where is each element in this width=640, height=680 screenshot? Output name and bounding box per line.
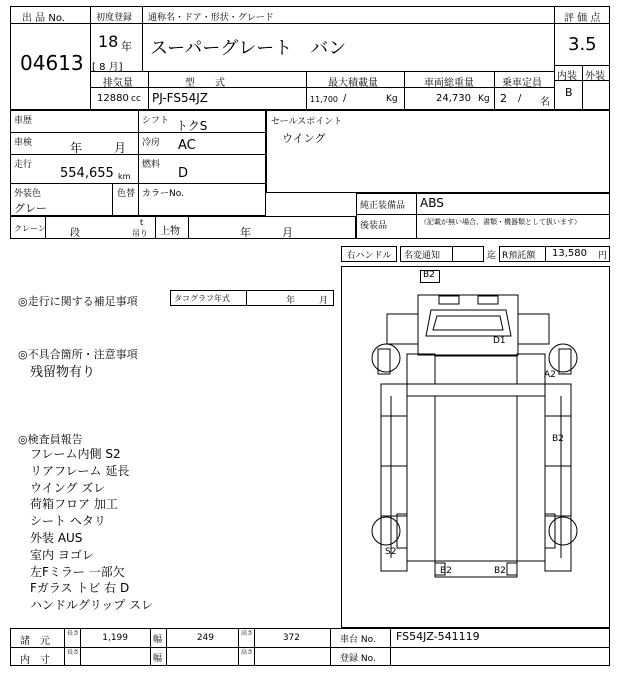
tachograph-year: 年 (286, 296, 296, 306)
defects-value: 残留物有り (30, 365, 96, 380)
length-value: 1,199 (102, 633, 128, 643)
capacity-unit: 名 (540, 97, 550, 108)
truck-diagram (341, 266, 610, 628)
payload-slash: / (343, 93, 347, 104)
inspection-month: 月 (114, 141, 127, 155)
vehicle-name-label: 通称名・ドア・形状・グレード (148, 13, 274, 23)
inspector-report-item: シート ヘタリ (30, 514, 106, 529)
aftermarket-note: （記載が無い場合、書類・機器類として扱います） (420, 218, 581, 226)
diagram-mark-d1: D1 (493, 336, 506, 346)
inspector-report-item: 左Fミラー 一部欠 (30, 564, 125, 579)
recycle-value: 13,580 (552, 248, 587, 259)
gross-weight-unit: Kg (478, 94, 490, 104)
payload-unit: Kg (386, 94, 398, 104)
vehicle-name: スーパーグレート バン (150, 38, 347, 59)
inner-dimensions-label: 内 寸 (20, 655, 50, 666)
recycle-unit: 円 (598, 251, 608, 261)
capacity-label: 乗車定員 (502, 78, 542, 89)
inspector-report-item: 外装 AUS (30, 530, 83, 545)
registration-year-unit: 年 (121, 40, 132, 53)
top-body-month: 月 (282, 226, 293, 239)
defects-label: ◎不具合箇所・注意事項 (18, 348, 138, 361)
displacement-value: 12880 (97, 93, 129, 104)
displacement-unit: cc (131, 94, 141, 104)
crane-row (10, 216, 356, 239)
diagram-mark-s2: S2 (385, 547, 397, 557)
crane-ton: t (140, 218, 144, 227)
exterior-grade-label: 外装 (585, 71, 605, 82)
registration-year: 18 (98, 32, 119, 51)
inspector-report-item: フレーム内側 S2 (30, 447, 121, 461)
model-code: PJ-FS54JZ (152, 91, 209, 105)
inspector-report-item: Fガラス トビ 右 D (30, 581, 130, 596)
diagram-mark-b2-side: B2 (552, 434, 564, 444)
inspection-label: 車検 (14, 138, 33, 148)
crane-hoist-label: 吊り (132, 229, 148, 238)
inner-width-label: 幅 (153, 654, 163, 664)
chassis-label: 車台 No. (340, 635, 376, 645)
diagram-mark-b2-top: B2 (423, 270, 435, 280)
height-label: 高さ (241, 630, 254, 637)
capacity-value: 2 (500, 92, 507, 105)
recycle-label: R預託額 (502, 251, 536, 261)
inner-height-label: 高さ (241, 649, 254, 656)
mileage-unit: km (118, 172, 131, 181)
ac-value: AC (178, 138, 196, 153)
top-body-label: 上物 (160, 226, 180, 237)
width-value: 249 (196, 633, 214, 643)
inspector-report-item: ウイング ズレ (30, 480, 106, 495)
shift-value: トクS (176, 119, 208, 133)
transfer-label: 名変通知 (404, 251, 441, 261)
color-change-label: 色替 (117, 189, 136, 199)
top-body-year: 年 (240, 226, 251, 239)
length-label: 長さ (67, 630, 80, 637)
sales-points-label: セールスポイント (271, 117, 343, 127)
sales-points-value: ウイング (282, 132, 326, 145)
inspector-report-label: ◎検査員報告 (18, 433, 83, 446)
inspector-report-item: ハンドルグリップ スレ (30, 598, 154, 613)
payload-value: 11,700 (310, 95, 338, 104)
exterior-color-label: 外装色 (14, 189, 42, 199)
score-value: 3.5 (568, 34, 597, 55)
gross-weight-value: 24,730 (436, 93, 471, 104)
inspector-report-item: リアフレーム 延長 (30, 463, 130, 478)
mileage-label: 走行 (14, 160, 33, 170)
equipment-label: 純正装備品 (360, 201, 406, 211)
chassis-value: FS54JZ-541119 (396, 630, 480, 643)
gross-weight-label: 車両総重量 (424, 78, 474, 89)
tachograph-month: 月 (319, 296, 329, 306)
color-number-label: カラーNo. (142, 189, 184, 199)
width-label: 幅 (153, 635, 163, 645)
capacity-slash: / (518, 93, 522, 104)
registration-month: [ 8 月] (92, 62, 123, 73)
fuel-value: D (178, 166, 189, 181)
aftermarket-label: 後装品 (360, 221, 388, 231)
inner-length-label: 長さ (67, 649, 80, 656)
interior-grade: B (565, 86, 573, 99)
inspector-report-item: 荷箱フロア 加工 (30, 497, 118, 512)
shift-label: シフト (142, 116, 170, 126)
deposit-until: 迄 (487, 251, 497, 261)
crane-stage: 段 (70, 228, 80, 239)
equipment-value: ABS (420, 196, 444, 210)
ac-label: 冷房 (142, 138, 161, 148)
dimensions-label: 諸 元 (20, 636, 50, 647)
crane-label: クレーン (14, 224, 46, 233)
driving-notes-label: ◎走行に関する補足事項 (18, 295, 138, 308)
inspector-report-item: 室内 ヨゴレ (30, 547, 94, 562)
exterior-color-value: グレー (14, 202, 47, 215)
diagram-mark-b2-rear-right: B2 (494, 566, 506, 576)
displacement-label: 排気量 (103, 78, 133, 89)
interior-grade-label: 内装 (557, 71, 577, 82)
history-label: 車歴 (14, 116, 33, 126)
steering-label: 右ハンドル (346, 251, 392, 261)
model-label: 型 式 (185, 78, 225, 89)
diagram-mark-a2: A2 (544, 370, 556, 380)
lot-number: 04613 (20, 51, 84, 75)
lot-number-label: 出 品 No. (22, 13, 65, 24)
payload-label: 最大積載量 (328, 78, 378, 89)
height-value: 372 (282, 633, 300, 643)
fuel-label: 燃料 (142, 160, 161, 170)
inspection-year: 年 (70, 141, 83, 155)
first-registration-label: 初度登録 (96, 13, 133, 23)
mileage-value: 554,655 (60, 166, 114, 181)
tachograph-label: タコグラフ年式 (174, 294, 230, 303)
score-label: 評 価 点 (564, 13, 601, 24)
registration-number-label: 登録 No. (340, 654, 376, 664)
inspector-report-list (30, 446, 330, 614)
diagram-mark-b2-rear-left: B2 (440, 566, 452, 576)
